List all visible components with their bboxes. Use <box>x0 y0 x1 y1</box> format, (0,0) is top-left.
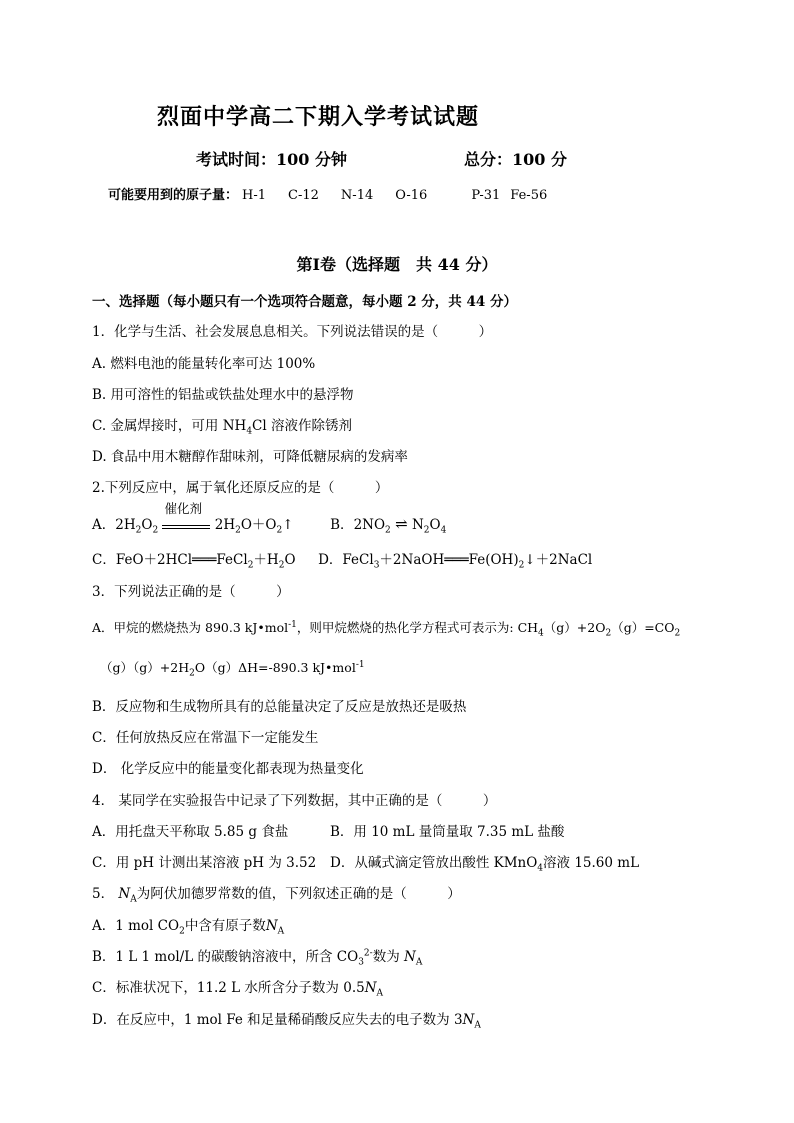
atom-mass: N-14 <box>340 188 374 203</box>
question-4-option-d: D．从碱式滴定管放出酸性 KMnO$_4$溶液 15.60 mL <box>330 855 640 874</box>
question-1-option-a: A. 燃料电池的能量转化率可达 100% <box>92 356 316 372</box>
question-5-option-d: D．在反应中，1 mol Fe 和足量稀硝酸反应失去的电子数为 $3N_A$ <box>92 1012 481 1031</box>
atomic-masses <box>108 184 547 203</box>
total-score: 总分：100 分 <box>464 150 567 169</box>
atom-mass: Fe-56 <box>510 188 548 203</box>
question-3-option-b: B．反应物和生成物所具有的总能量决定了反应是放热还是吸热 <box>92 699 467 715</box>
question-3-stem: 3．下列说法正确的是（ ） <box>92 584 290 600</box>
question-1-stem: 1．化学与生活、社会发展息息相关。下列说法错误的是（ ） <box>92 324 493 340</box>
reversible-arrow-icon: ⇌ <box>395 515 408 533</box>
question-2-stem: 2.下列反应中，属于氧化还原反应的是（ ） <box>92 480 389 496</box>
question-2-options-cd: C．$FeO+2HCl═══FeCl_2+H_2O$ D．$FeCl_3+2NaOH═══Fe(OH)_2↓+2NaCl$ <box>92 552 593 571</box>
catalyst-label: 催化剂 <box>164 500 202 516</box>
question-4-option-b: B．用 10 mL 量筒量取 7.35 mL 盐酸 <box>330 824 565 840</box>
question-5-stem: 5． $N_A$为阿伏加德罗常数的值，下列叙述正确的是（ ） <box>92 886 461 905</box>
atom-mass: P-31 <box>471 188 501 203</box>
atom-mass: O-16 <box>395 188 428 203</box>
question-5-option-c: C．标准状况下，11.2 L 水所含分子数为 $0.5N_A$ <box>92 980 384 999</box>
section-instructions: 一、选择题（每小题只有一个选项符合题意，每小题 2 分，共 44 分） <box>92 294 517 310</box>
question-1-option-d: D. 食品中用木糖醇作甜味剂，可降低糖尿病的发病率 <box>92 449 408 465</box>
question-5-option-a: A．1 mol $CO_2$中含有原子数$N_A$ <box>92 918 285 937</box>
question-4-stem: 4． 某同学在实验报告中记录了下列数据，其中正确的是（ ） <box>92 793 497 809</box>
question-4-option-c: C．用 pH 计测出某溶液 pH 为 3.52 <box>92 855 317 871</box>
section-title: 第Ⅰ卷（选择题 共 44 分） <box>296 255 498 274</box>
atom-mass: H-1 <box>242 188 267 203</box>
question-3-option-d: D． 化学反应中的能量变化都表现为热量变化 <box>92 761 364 777</box>
question-3-option-a-line1: A．甲烷的燃烧热为 890.3 kJ•mol$^{-1}$，则甲烷燃烧的热化学方程式可表示为: $CH_4(g)+2O_2(g)=CO_2$ <box>92 619 681 639</box>
question-5-option-b: B．1 L 1 mol/L 的碳酸钠溶液中，所含 $CO_3^{2-}$数为 $N_A$ <box>92 948 423 968</box>
atom-mass: C-12 <box>288 188 319 203</box>
question-2-options-ab: A．$2H_2O_2$ 催化剂 $2H_2O+O_2↑$ B．$2NO_2$ ⇌ $N_2O_4$ <box>92 500 447 536</box>
question-1-option-b: B. 用可溶性的铝盐或铁盐处理水中的悬浮物 <box>92 387 354 403</box>
question-4-option-a: A．用托盘天平称取 5.85 g 食盐 <box>92 824 289 840</box>
page-title: 烈面中学高二下期入学考试试题 <box>157 104 480 130</box>
question-3-option-a-line2: $(g)(g)+2H_2O(g)\Delta H=-890.3$ kJ•mol$^{-1}$ <box>100 659 365 679</box>
catalyst-arrow <box>162 500 210 533</box>
exam-time: 考试时间：100 分钟 <box>196 150 347 169</box>
question-1-option-c: C. 金属焊接时，可用 $NH_4Cl$ 溶液作除锈剂 <box>92 418 352 437</box>
atoms-label: 可能要用到的原子量： <box>108 188 239 203</box>
question-3-option-c: C．任何放热反应在常温下一定能发生 <box>92 730 319 746</box>
